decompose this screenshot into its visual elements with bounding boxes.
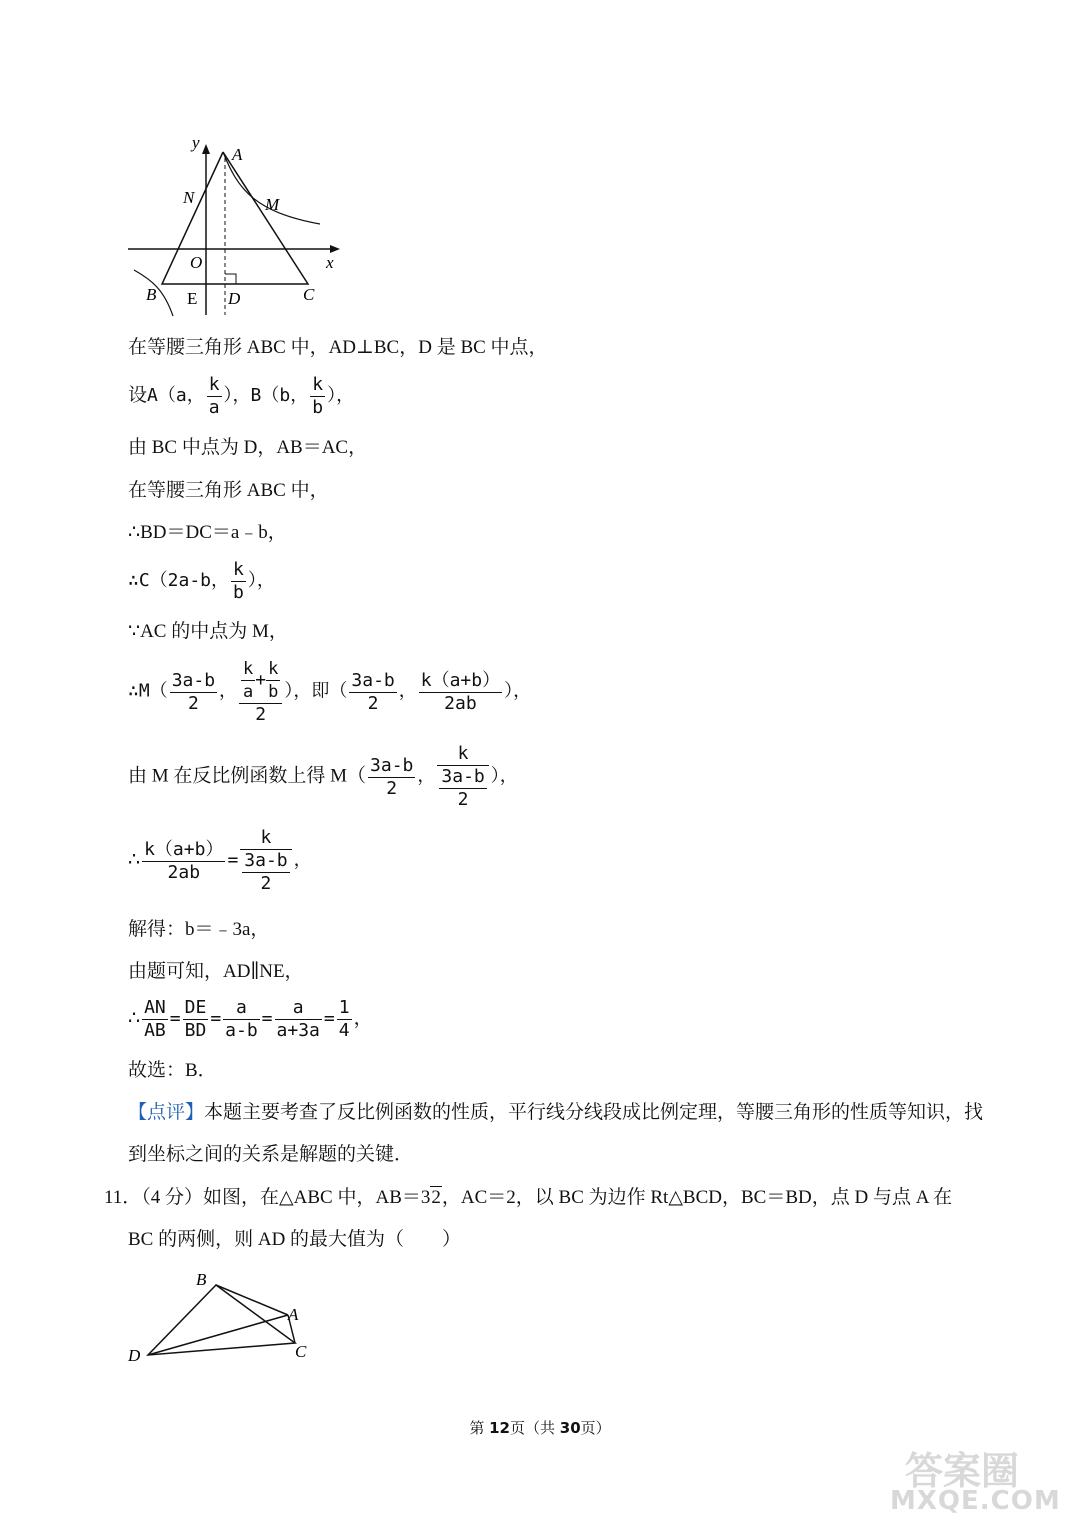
solution-line-5: ∴BD＝DC＝a﹣b， (128, 522, 287, 543)
triangle-figure (120, 1265, 330, 1375)
label-O: O (190, 253, 203, 272)
solution-line-3: 由 BC 中点为 D，AB＝AC， (128, 437, 368, 458)
review-tag: 【点评】 (128, 1102, 205, 1123)
label-x: x (326, 253, 334, 272)
fraction: $\frac{k}{b}$ (233, 559, 244, 603)
label-y: y (192, 133, 200, 152)
label-D: D (128, 1346, 141, 1365)
solution-line-14: 故选：B． (128, 1060, 217, 1081)
question-11-line-2: BC 的两侧，则 AD 的最大值为（ ） (128, 1229, 462, 1250)
fraction: $\frac{3a-b}{2}$ (351, 669, 395, 714)
fraction: $\frac{k}{a}$ (208, 374, 220, 418)
solution-line-4: 在等腰三角形 ABC 中， (128, 480, 329, 501)
page-number: 12 (489, 1419, 510, 1437)
compound-fraction: $\frac{k}{\frac{3a-b}{2}}$ (437, 743, 488, 811)
label-A: A (232, 145, 243, 164)
solution-line-2: 设A（a， $\frac{k}{a}$ ），B（b， $\frac{k}{b}$ ）， (128, 374, 355, 418)
compound-fraction: $\frac{k}{\frac{3a-b}{2}}$ (240, 827, 291, 895)
solution-line-8: ∴M（ $\frac{3a-b}{2}$ ， $\frac{k}{a}$ + $\frac{k}{b}$ 2 ），即（ $\frac{3a-b}{2}$ ， $\frac{k(a+b)}{2ab}$ ）， (128, 659, 532, 725)
fraction: $\frac{3a-b}{2}$ (370, 754, 414, 799)
compound-fraction: $\frac{k}{a}$ + $\frac{k}{b}$ 2 (239, 658, 282, 726)
label-N: N (183, 188, 195, 207)
fraction: $\frac{3a-b}{2}$ (171, 669, 216, 714)
page-total: 30 (559, 1419, 581, 1437)
sqrt-radicand: 2 (431, 1187, 441, 1208)
solution-line-1: 在等腰三角形 ABC 中，AD⊥BC，D 是 BC 中点， (128, 337, 548, 358)
question-11-line-1: 11．（4 分）如图，在△ABC 中，AB＝32，AC＝2，以 BC 为边作 Rt△BCD，BC＝BD，点 D 与点 A 在 (104, 1187, 953, 1208)
label-E: E (187, 289, 198, 308)
coordinate-figure (120, 130, 360, 320)
fraction: $\frac{k}{b}$ (312, 374, 324, 418)
label-M: M (265, 195, 280, 214)
solution-line-12: 由题可知，AD∥NE， (128, 961, 304, 982)
fraction: $\frac{k(a+b)}{2ab}$ (420, 669, 501, 714)
watermark-url: MXQE.COM (890, 1486, 1061, 1516)
label-A: A (288, 1305, 299, 1324)
watermark-logo: 答案圈 (905, 1449, 1020, 1493)
label-B: B (146, 285, 157, 304)
label-C: C (303, 285, 315, 304)
page-footer: 第 12页（共 30页） (469, 1419, 611, 1437)
solution-line-9: 由 M 在反比例函数上得 M（ $\frac{3a-b}{2}$ ， $\frac{k}{\frac{3a-b}{2}}$ ）， (128, 743, 518, 810)
label-B: B (196, 1270, 207, 1289)
review: 【点评】本题主要考查了反比例函数的性质，平行线分线段成比例定理，等腰三角形的性质等知识，找 (128, 1102, 984, 1123)
solution-line-10: ∴ $\frac{k(a+b)}{2ab}$ = $\frac{k}{\frac{3a-b}{2}}$ ， (128, 827, 312, 894)
solution-line-7: ∵AC 的中点为 M， (128, 621, 288, 642)
solution-line-6: ∴C（2a-b， $\frac{k}{b}$ ）， (128, 559, 275, 603)
label-C: C (295, 1342, 307, 1361)
solution-line-13: ∴ $\frac{AN}{AB}$ = $\frac{DE}{BD}$ = $\frac{a}{a-b}$ = $\frac{a}{a+3a}$ = $\frac{1}{4}$ ， (128, 997, 373, 1041)
fraction: $\frac{k(a+b)}{2ab}$ (144, 838, 224, 883)
solution-line-11: 解得：b＝﹣3a， (128, 919, 270, 940)
label-D: D (228, 289, 241, 308)
review-line-2: 到坐标之间的关系是解题的关键． (128, 1144, 414, 1165)
